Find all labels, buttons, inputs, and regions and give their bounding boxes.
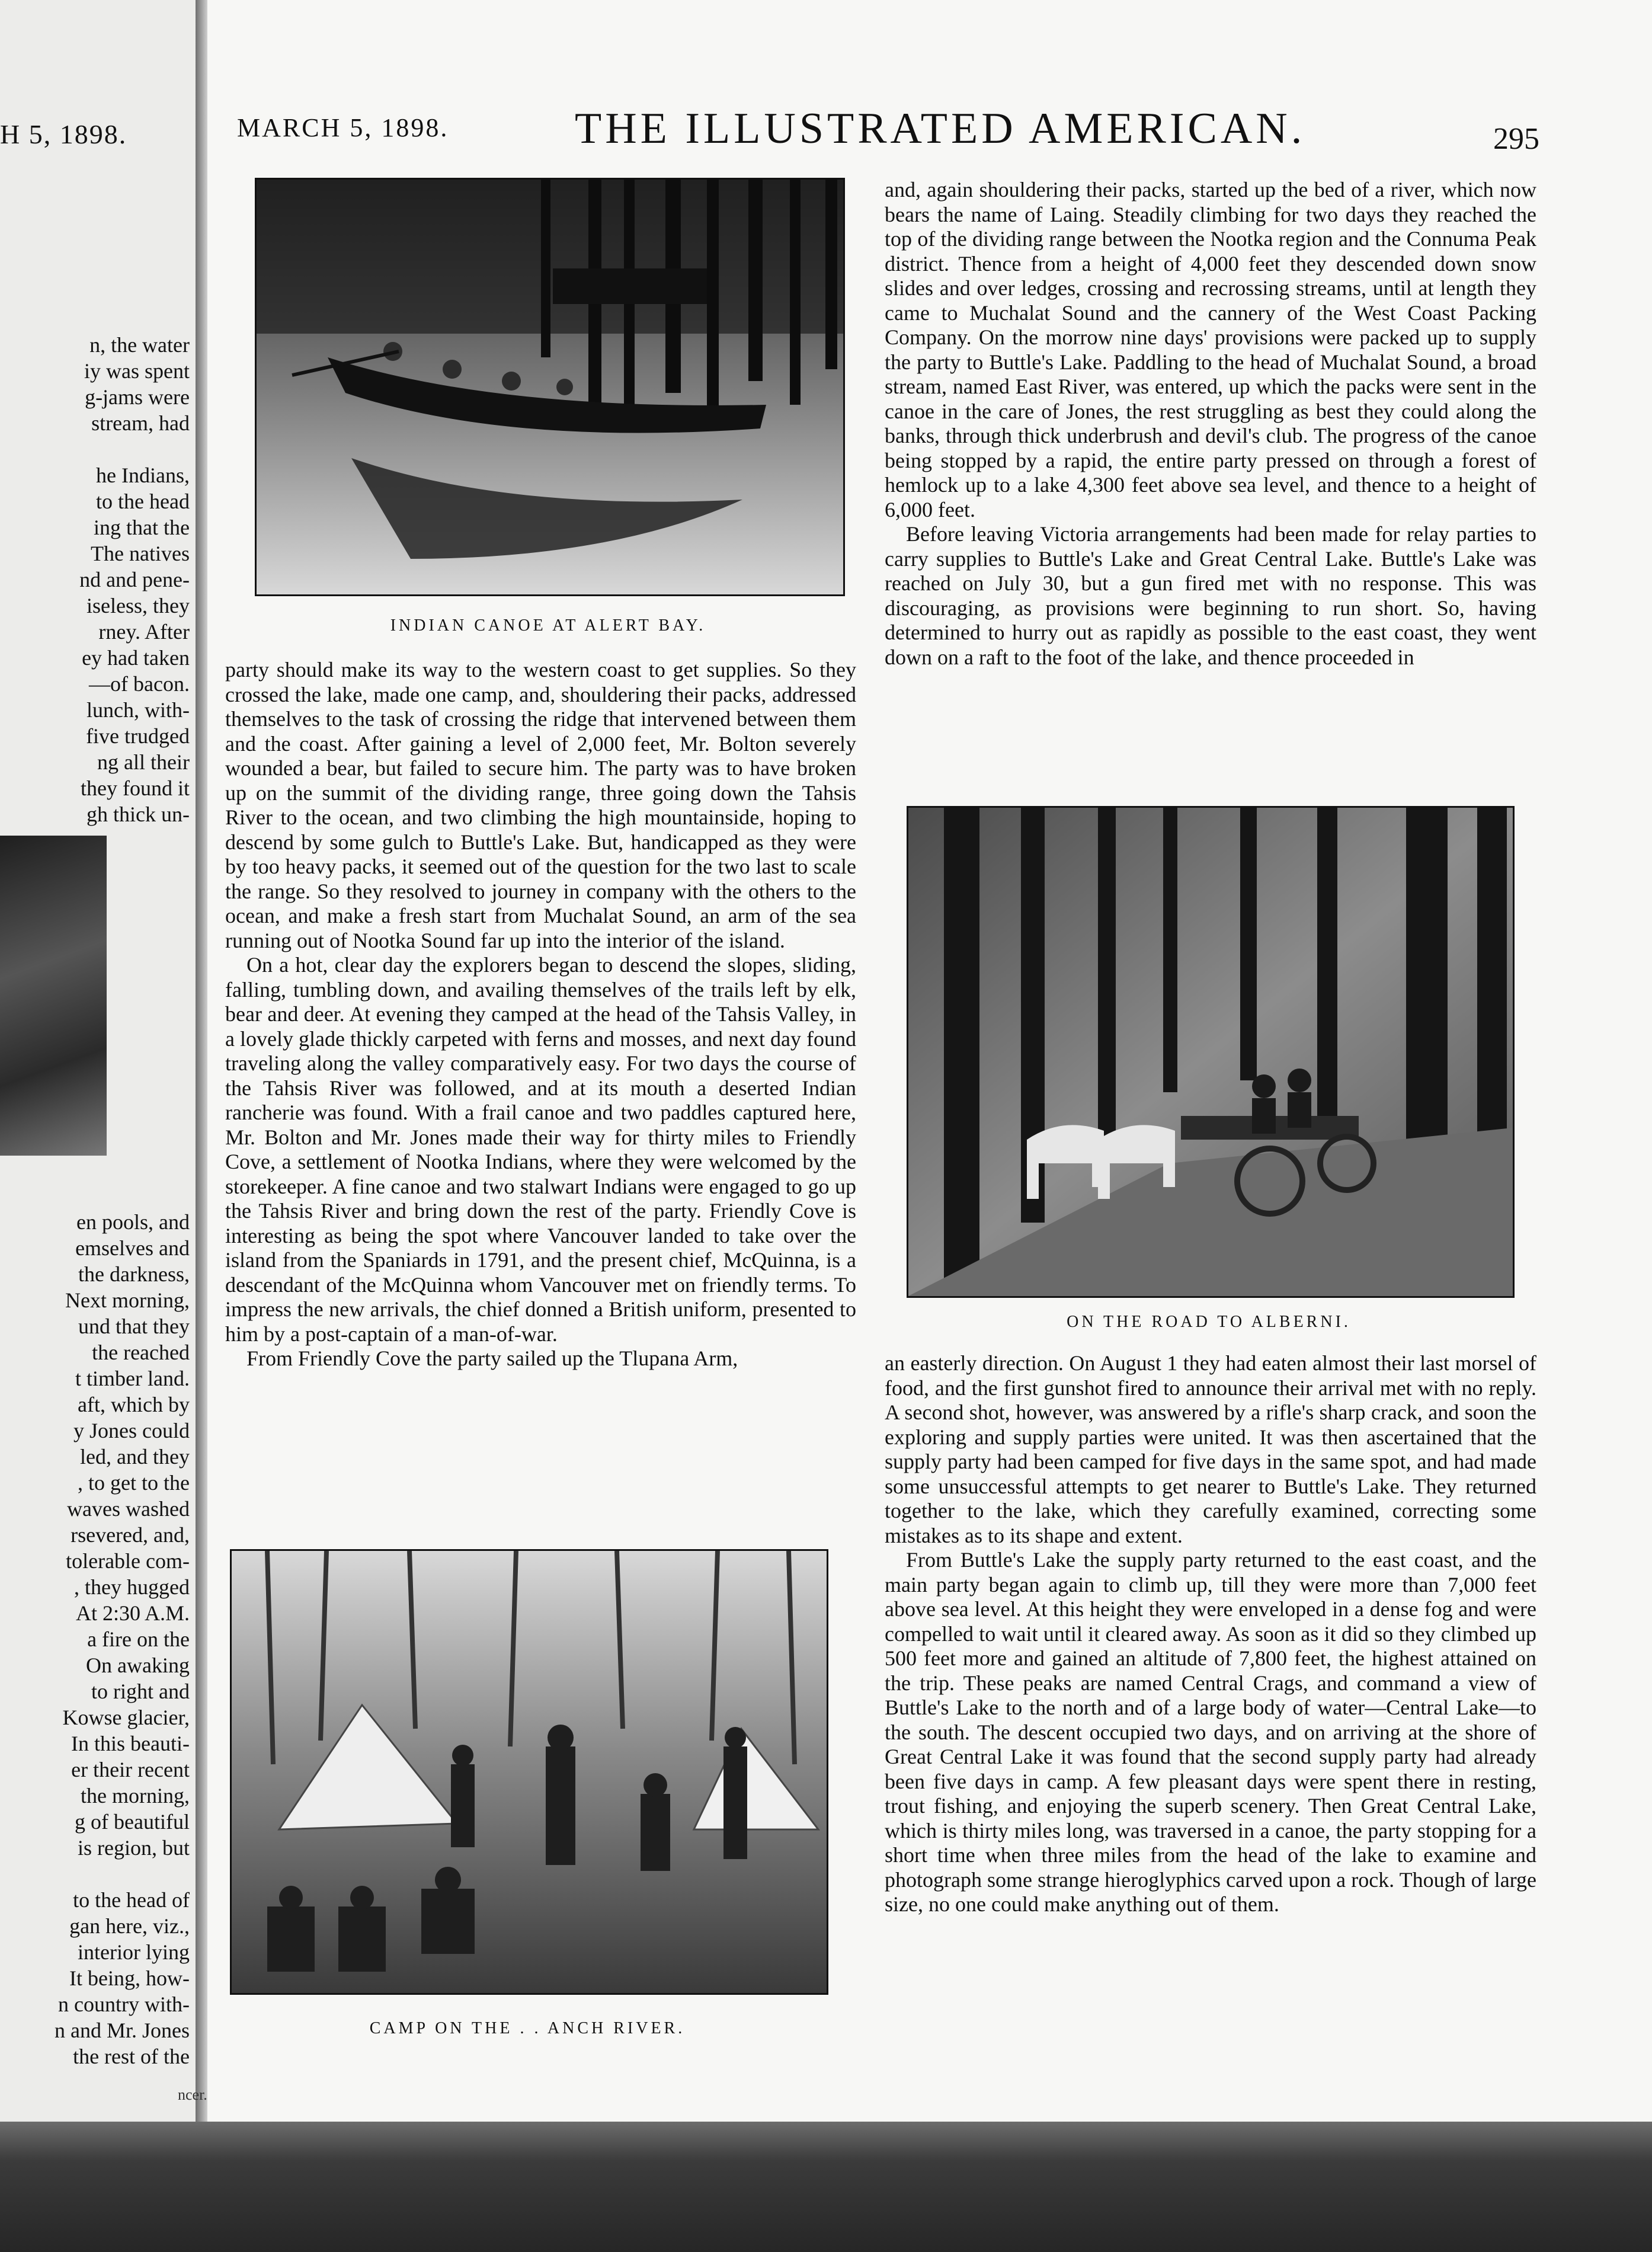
text-line-fragment: ing that the — [94, 516, 190, 539]
text-line-fragment: the rest of the — [73, 2045, 190, 2068]
text-line-fragment: ey had taken — [82, 646, 190, 670]
text-line-fragment: he Indians, — [96, 463, 190, 487]
text-line-fragment: tolerable com- — [66, 1549, 190, 1573]
left-page-text-top — [0, 332, 190, 827]
article-column-left — [225, 658, 856, 1371]
paragraph: From Buttle's Lake the supply party returned to the east coast, and the main party began again to climb up, till they were more than 7,000 feet above sea level. At this height they were enveloped in a dense fog and were compelled to wait until it cleared away. As soon as it did so they climbed up 500 feet more and gained an altitude of 7,800 feet, the highest attained on the trip. These peaks are named Central Crags, and command a view of Buttle's Lake to the north and of a large body of water—Central Lake—to the south. The descent occupied two days, and on arriving at the shore of Great Central Lake it was found that the second supply party had already been five days in camp. A few pleasant days were spent there in resting, trout fishing, and enjoying the superb scenery. Then Great Central Lake, which is thirty miles long, was traversed in a canoe, the party stopping for a short time when three miles from the head of the lake to examine and photograph some strange hieroglyphics carved upon a rock. Though of large size, no one could make anything out of them. — [885, 1548, 1536, 1916]
text-line-fragment: g of beautiful — [75, 1810, 190, 1834]
text-line-fragment: It being, how- — [69, 1966, 190, 1990]
text-line-fragment: gan here, viz., — [69, 1914, 190, 1938]
text-line-fragment: the morning, — [81, 1784, 190, 1808]
text-line-fragment: und that they — [78, 1314, 190, 1338]
scan-bottom-margin — [0, 2122, 1652, 2252]
text-line-fragment: emselves and — [75, 1236, 190, 1260]
text-line-fragment: In this beauti- — [71, 1732, 190, 1755]
text-line-fragment: iy was spent — [84, 359, 190, 383]
article-column-right-top — [885, 178, 1536, 670]
text-line-fragment: —of bacon. — [89, 672, 190, 696]
text-line-fragment: ng all their — [97, 750, 190, 774]
text-line-fragment: rsevered, and, — [71, 1523, 190, 1547]
text-line-fragment: five trudged — [86, 724, 190, 748]
text-line-fragment: lunch, with- — [87, 698, 190, 722]
left-page-photo-fragment — [0, 836, 107, 1156]
caption-camp: CAMP ON THE . . ANCH RIVER. — [369, 2019, 686, 2037]
text-line-fragment — [0, 436, 190, 462]
text-line-fragment: n, the water — [89, 333, 190, 357]
header-date: MARCH 5, 1898. — [237, 113, 449, 142]
article-column-right-bottom — [885, 1351, 1536, 1917]
text-line-fragment: Next morning, — [65, 1288, 190, 1312]
text-line-fragment: to the head — [96, 490, 190, 513]
masthead-title: THE ILLUSTRATED AMERICAN. — [575, 104, 1306, 153]
torn-label: ncer. — [178, 2086, 207, 2103]
photo-camp — [230, 1549, 828, 1995]
canoe-illustration — [257, 180, 843, 594]
text-line-fragment: aft, which by — [78, 1393, 190, 1416]
text-line-fragment: stream, had — [91, 411, 190, 435]
text-line-fragment: a fire on the — [87, 1627, 190, 1651]
text-line-fragment: , they hugged — [74, 1575, 190, 1599]
caption-road: ON THE ROAD TO ALBERNI. — [1067, 1313, 1351, 1331]
caption-canoe: INDIAN CANOE AT ALERT BAY. — [390, 616, 706, 635]
paragraph: an easterly direction. On August 1 they had eaten almost their last morsel of food, and the first gunshot fired to announce their arrival met with no reply. A second shot, however, was answered by a rifle's sharp crack, and soon the exploring and supply parties were united. It was then ascertained that the supply party had been camped for five days in the same spot, and had made some unsuccessful attempts to get nearer to Buttle's Lake. They returned together to the lake, which they carefully examined, correcting some mistakes as to its shape and extent. — [885, 1351, 1536, 1547]
text-line-fragment: n country with- — [58, 1992, 190, 2016]
left-page-text-bottom — [0, 1209, 190, 2069]
text-line-fragment: to the head of — [73, 1888, 190, 1912]
photo-road-to-alberni — [907, 806, 1515, 1298]
paragraph: Before leaving Victoria arrangements had been made for relay parties to carry supplies to Buttle's Lake and Great Central Lake. Buttle's Lake was reached on July 30, but a gun fired met with no response. This was discouraging, as provisions were beginning to run short. So, having determined to hurry out as rapidly as possible to the east coast, they went down on a raft to the foot of the lake, and thence proceeded in — [885, 522, 1536, 669]
text-line-fragment: nd and pene- — [79, 568, 190, 591]
text-line-fragment: Kowse glacier, — [62, 1706, 190, 1729]
text-line-fragment: gh thick un- — [87, 802, 190, 826]
text-line-fragment: t timber land. — [75, 1367, 190, 1390]
book-gutter — [196, 0, 207, 2252]
text-line-fragment: n and Mr. Jones — [55, 2019, 190, 2042]
text-line-fragment: The natives — [91, 542, 190, 565]
text-line-fragment: iseless, they — [87, 594, 190, 618]
text-line-fragment: en pools, and — [76, 1210, 190, 1234]
text-line-fragment: the reached — [92, 1341, 190, 1364]
paragraph: From Friendly Cove the party sailed up the Tlupana Arm, — [246, 1346, 738, 1370]
paragraph: party should make its way to the western coast to get supplies. So they crossed the lake, made one camp, and, shouldering their packs, addressed themselves to the task of crossing the ridge that intervened between them and the coast. After gaining a level of 2,000 feet, Mr. Bolton severely wounded a bear, but failed to secure him. The party was to have broken up on the summit of the dividing range, three going down the Tahsis River to the ocean, and two climbing the high mountainside, hoping to descend by some gulch to Buttle's Lake. But, handicapped as they were by too heavy packs, it seemed out of the question for the two last to scale the range. So they resolved to journey in company with the others to the ocean, and make a fresh start from Muchalat Sound, an arm of the sea running out of Nootka Sound far up into the interior of the island. — [225, 658, 856, 952]
photo-indian-canoe — [255, 178, 845, 596]
left-page-header-date: H 5, 1898. — [0, 119, 127, 149]
text-line-fragment: g-jams were — [85, 385, 190, 409]
text-line-fragment: er their recent — [71, 1758, 190, 1781]
paragraph: On a hot, clear day the explorers began to descend the slopes, sliding, falling, tumbling down, and availing themselves of the trails left by elk, bear and deer. At evening they camped at the head of the Tahsis Valley, in a lovely glade thickly carpeted with ferns and mosses, and next day found traveling along the valley comparatively easy. For two days the course of the Tahsis River was followed, and at its mouth a deserted Indian rancherie was found. With a frail canoe and two paddles captured here, Mr. Bolton and Mr. Jones made their way for thirty miles to Friendly Cove, a settlement of Nootka Indians, where they were welcomed by the storekeeper. A fine canoe and two stalwart Indians were engaged to go up the Tahsis River and bring down the rest of the party. Friendly Cove is interesting as being the spot where Vancouver landed to take over the island from the Spaniards in 1791, and the present chief, McQuinna, is a descendant of the McQuinna whom Vancouver met on friendly terms. To impress the new arrivals, the chief donned a British uniform, presented to him by a post-captain of a man-of-war. — [225, 953, 856, 1346]
text-line-fragment: interior lying — [78, 1940, 190, 1964]
text-line-fragment — [0, 1861, 190, 1887]
text-line-fragment: the darkness, — [78, 1262, 190, 1286]
page-number: 295 — [1493, 122, 1539, 156]
text-line-fragment: waves washed — [67, 1497, 190, 1521]
text-line-fragment: rney. After — [98, 620, 190, 644]
text-line-fragment: , to get to the — [78, 1471, 190, 1495]
text-line-fragment: they found it — [81, 776, 190, 800]
text-line-fragment: led, and they — [80, 1445, 190, 1469]
text-line-fragment: At 2:30 A.M. — [75, 1601, 190, 1625]
text-line-fragment: is region, but — [78, 1836, 190, 1860]
text-line-fragment: y Jones could — [73, 1419, 190, 1442]
text-line-fragment: to right and — [91, 1680, 190, 1703]
paragraph: and, again shouldering their packs, started up the bed of a river, which now bears the name of Laing. Steadily climbing for two days they reached the top of the dividing range between the Nootka region and the Connuma Peak district. Thence from a height of 4,000 feet they descended down snow slides and over ledges, crossing and recrossing streams, until at length they came to Muchalat Sound and the cannery of the West Coast Packing Company. On the morrow nine days' provisions were packed up to supply the party to Buttle's Lake. Paddling to the head of Muchalat Sound, a broad stream, named East River, was entered, up which the packs were sent in the canoe in the care of Jones, the rest struggling as best they could along the banks, through thick underbrush and devil's club. The progress of the canoe being stopped by a rapid, the entire party pressed on through a forest of hemlock up to a lake 4,300 feet above sea level, and thence to a height of 6,000 feet. — [885, 178, 1536, 522]
text-line-fragment: On awaking — [86, 1653, 190, 1677]
camp-illustration — [232, 1551, 827, 1993]
road-illustration — [908, 808, 1513, 1296]
